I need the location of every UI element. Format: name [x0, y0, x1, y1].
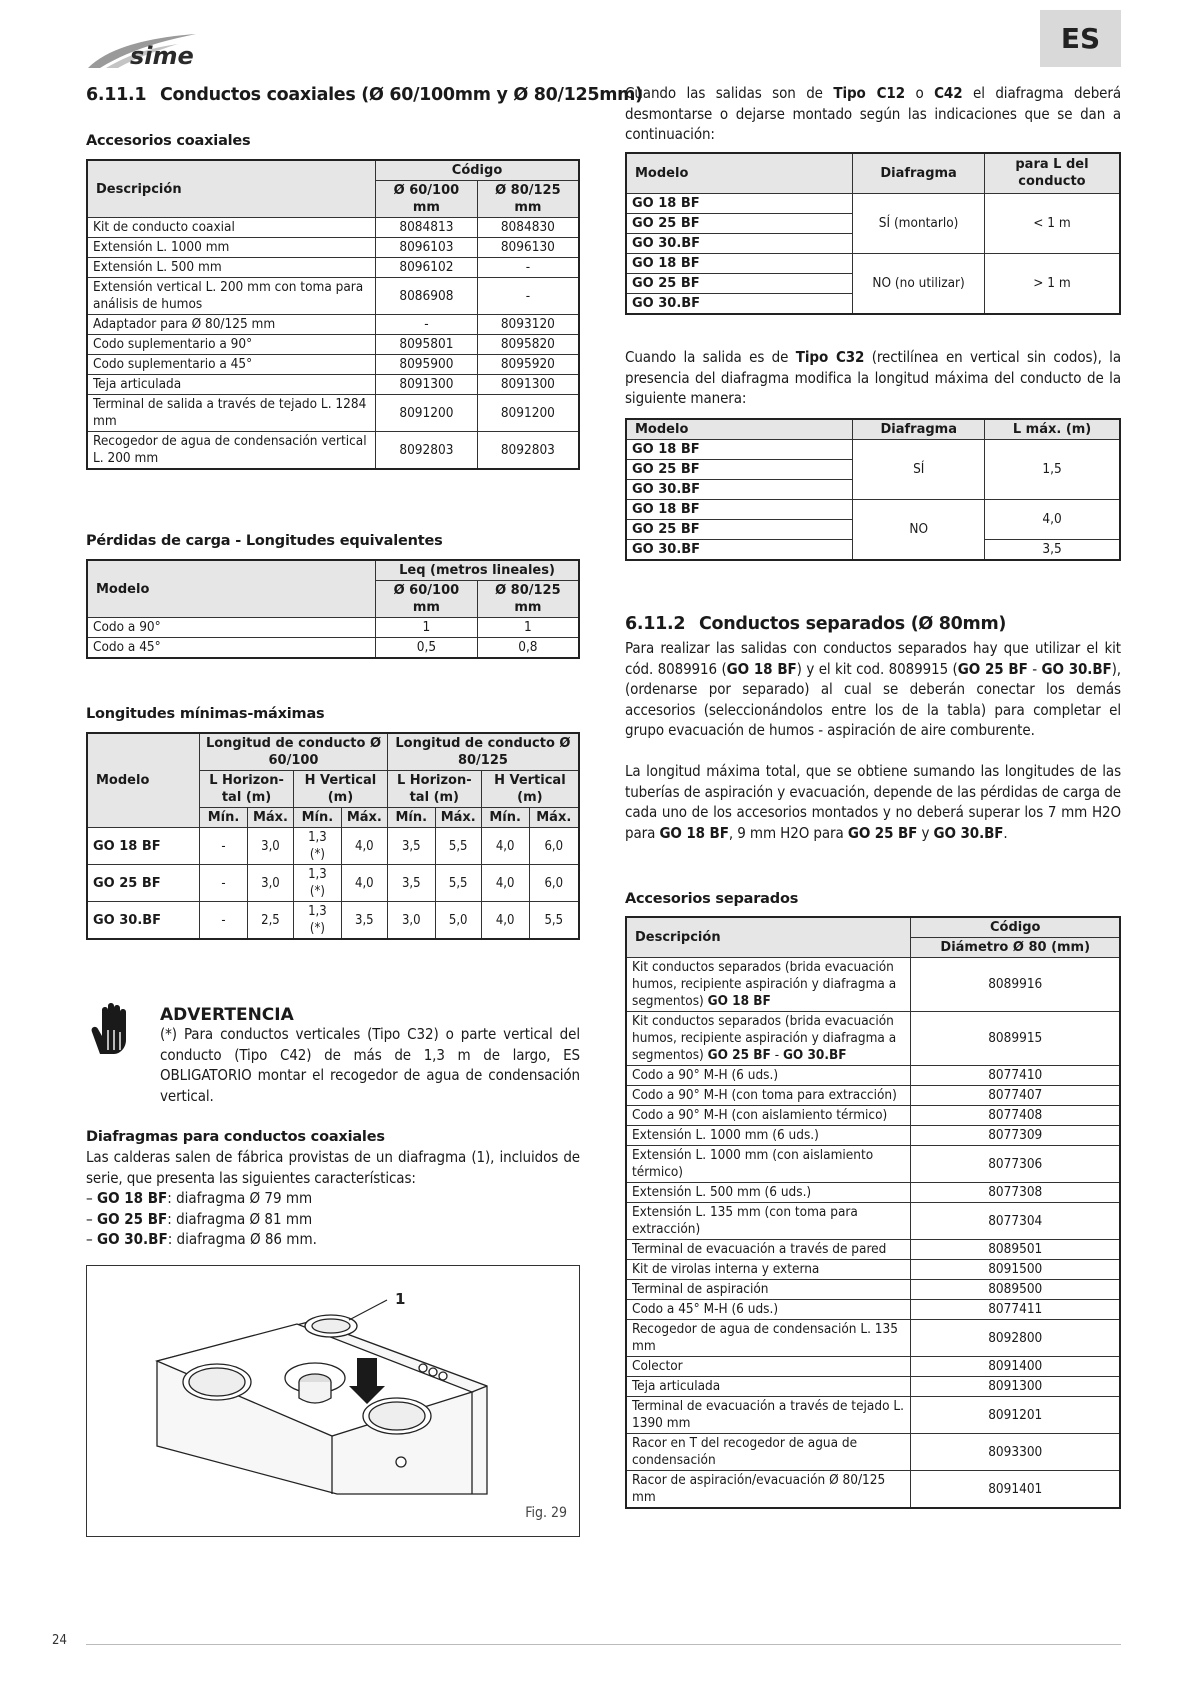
cell-value: 8095920 — [477, 355, 579, 375]
cell-value: 4,0 — [481, 828, 529, 865]
cell-value: 1,3 (*) — [293, 902, 341, 940]
list-item: – GO 18 BF: diafragma Ø 79 mm — [86, 1188, 580, 1209]
cell-value: 6,0 — [529, 828, 579, 865]
diaphragm-table-1 — [625, 152, 1121, 315]
cell-value: 8095801 — [376, 335, 478, 355]
cell-description: Codo a 90° M-H (6 uds.) — [626, 1066, 911, 1086]
cell-value: 3,5 — [387, 828, 435, 865]
table-row — [626, 1357, 1120, 1377]
table-row — [87, 355, 579, 375]
cell-value: 1 — [477, 618, 579, 638]
min-max-lengths-table-wrap — [86, 732, 580, 940]
list-item: – GO 25 BF: diafragma Ø 81 mm — [86, 1209, 580, 1230]
cell-description: Racor en T del recogedor de agua de condensación — [626, 1434, 911, 1471]
cell-length: < 1 m — [984, 193, 1120, 253]
cell-model: GO 25 BF — [626, 213, 853, 233]
cell-value: - — [200, 865, 248, 902]
cell-value: - — [477, 278, 579, 315]
cell-value: 8096103 — [376, 238, 478, 258]
cell-value: 8092803 — [376, 432, 478, 470]
cell-value: - — [200, 828, 248, 865]
cell-value: 8095900 — [376, 355, 478, 375]
cell-description: Codo a 45° M-H (6 uds.) — [626, 1300, 911, 1320]
cell-description: Extensión L. 1000 mm — [87, 238, 376, 258]
cell-model: GO 30.BF — [87, 902, 200, 940]
table-row — [87, 238, 579, 258]
cell-value: 6,0 — [529, 865, 579, 902]
col-header-model: Modelo — [626, 419, 853, 440]
cell-length: 1,5 — [985, 440, 1120, 500]
hand-stop-icon — [86, 1000, 144, 1058]
col-header-diaphragm: Diafragma — [853, 153, 985, 193]
cell-value: 1,3 (*) — [293, 865, 341, 902]
cell-description: Teja articulada — [626, 1377, 911, 1397]
cell-model: GO 25 BF — [87, 865, 200, 902]
cell-value: 8077309 — [911, 1126, 1120, 1146]
coaxial-accessories-table-wrap — [86, 159, 580, 470]
diaphragm-table-2 — [625, 418, 1121, 561]
cell-description: Kit conductos separados (brida evacuación humos, recipiente aspiración y diafragma a segmentos) GO 25 BF - GO 30.BF — [626, 1012, 911, 1066]
diaphragms-title: Diafragmas para conductos coaxiales — [86, 1129, 385, 1145]
cell-value: 4,0 — [341, 828, 387, 865]
cell-diaphragm: NO (no utilizar) — [853, 253, 985, 314]
cell-model: GO 30.BF — [626, 480, 853, 500]
table-row — [87, 638, 579, 659]
cell-value: 8091200 — [376, 395, 478, 432]
table-row — [626, 1300, 1120, 1320]
cell-value: 1,3 (*) — [293, 828, 341, 865]
table-row — [626, 1240, 1120, 1260]
col-header-model: Modelo — [626, 153, 853, 193]
cell-description: Codo a 90° M-H (con aislamiento térmico) — [626, 1106, 911, 1126]
col-header-vertical: H Vertical (m) — [293, 771, 387, 808]
table-row — [87, 218, 579, 238]
cell-value: 5,5 — [435, 828, 481, 865]
col-header-code: Código — [911, 917, 1120, 938]
cell-value: 0,8 — [477, 638, 579, 659]
table-row — [87, 865, 579, 902]
separate-accessories-title: Accesorios separados — [625, 891, 799, 907]
cell-model: GO 30.BF — [626, 233, 853, 253]
diaphragms-text: Las calderas salen de fábrica provistas de un diafragma (1), incluidos de serie, que presenta las siguientes características: — [86, 1148, 580, 1187]
cell-description: Terminal de evacuación a través de pared — [626, 1240, 911, 1260]
cell-value: 8089500 — [911, 1280, 1120, 1300]
cell-value: 8089501 — [911, 1240, 1120, 1260]
min-max-lengths-title: Longitudes mínimas-máximas — [86, 706, 325, 722]
cell-model: GO 30.BF — [626, 293, 853, 314]
callout-1: 1 — [395, 1290, 406, 1308]
cell-value: 4,0 — [481, 865, 529, 902]
table-row — [626, 1471, 1120, 1509]
cell-value: 8077411 — [911, 1300, 1120, 1320]
cell-value: 8091300 — [911, 1377, 1120, 1397]
cell-description: Extensión vertical L. 200 mm con toma para análisis de humos — [87, 278, 376, 315]
col-header-min: Mín. — [481, 808, 529, 828]
cell-description: Kit de conducto coaxial — [87, 218, 376, 238]
col-header-diameter: Diámetro Ø 80 (mm) — [911, 938, 1120, 958]
cell-model: GO 30.BF — [626, 540, 853, 561]
cell-value: 8091401 — [911, 1471, 1120, 1509]
cell-value: 4,0 — [481, 902, 529, 940]
coaxial-accessories-title: Accesorios coaxiales — [86, 133, 251, 149]
table-row — [626, 1203, 1120, 1240]
cell-value: 8093120 — [477, 315, 579, 335]
cell-value: - — [376, 315, 478, 335]
col-header-60-100: Ø 60/100 mm — [376, 181, 478, 218]
cell-description: Extensión L. 1000 mm (6 uds.) — [626, 1126, 911, 1146]
cell-value: 8091300 — [376, 375, 478, 395]
cell-value: 8086908 — [376, 278, 478, 315]
table-row — [626, 1434, 1120, 1471]
diaphragm-table-1-wrap — [625, 152, 1121, 315]
cell-length: > 1 m — [984, 253, 1120, 314]
table-row — [626, 1260, 1120, 1280]
diaphragm-table-2-wrap — [625, 418, 1121, 561]
cell-description: Terminal de evacuación a través de tejado L. 1390 mm — [626, 1397, 911, 1434]
cell-description: Colector — [626, 1357, 911, 1377]
col-header-min: Mín. — [293, 808, 341, 828]
pressure-losses-table — [86, 559, 580, 659]
cell-value: 8096130 — [477, 238, 579, 258]
cell-description: Kit conductos separados (brida evacuación humos, recipiente aspiración y diafragma a segmentos) GO 18 BF — [626, 958, 911, 1012]
figure-29 — [86, 1265, 580, 1537]
cell-value: 8091400 — [911, 1357, 1120, 1377]
cell-value: 2,5 — [247, 902, 293, 940]
table-row — [626, 1397, 1120, 1434]
table-row — [626, 1183, 1120, 1203]
cell-description: Extensión L. 135 mm (con toma para extracción) — [626, 1203, 911, 1240]
separate-accessories-table-wrap — [625, 916, 1121, 1509]
cell-value: 4,0 — [341, 865, 387, 902]
col-header-horizontal: L Horizon-tal (m) — [200, 771, 294, 808]
cell-value: 8092800 — [911, 1320, 1120, 1357]
table-row — [87, 278, 579, 315]
col-header-80-125: Ø 80/125 mm — [477, 581, 579, 618]
sime-logo — [86, 28, 236, 72]
col-header-vertical: H Vertical (m) — [481, 771, 579, 808]
cell-description: Recogedor de agua de condensación L. 135 mm — [626, 1320, 911, 1357]
col-header-model: Modelo — [87, 560, 376, 618]
max-length-paragraph: La longitud máxima total, que se obtiene sumando las longitudes de las tuberías de aspiración y evacuación, depende de las pérdidas de carga de cada uno de los accesorios montados y no deberá superar los 7 mm H2O para GO 18 BF, 9 mm H2O para GO 25 BF y GO 30.BF. — [625, 762, 1121, 842]
boiler-top-illustration — [87, 1266, 579, 1536]
cell-value: 8077308 — [911, 1183, 1120, 1203]
col-header-min: Mín. — [200, 808, 248, 828]
c32-paragraph: Cuando la salida es de Tipo C32 (rectilínea en vertical sin codos), la presencia del diafragma modifica la longitud máxima del conducto de la siguiente manera: — [625, 348, 1121, 407]
col-header-max: Máx. — [435, 808, 481, 828]
cell-value: 8092803 — [477, 432, 579, 470]
cell-value: 8077410 — [911, 1066, 1120, 1086]
c12-c42-paragraph: Cuando las salidas son de Tipo C12 o C42 el diafragma deberá desmontarse o dejarse montado según las indicaciones que se dan a continuación: — [625, 84, 1122, 143]
coaxial-accessories-table — [86, 159, 580, 470]
cell-value: 5,5 — [529, 902, 579, 940]
separate-ducts-paragraph: Para realizar las salidas con conductos separados hay que utilizar el kit cód. 8089916 (GO 18 BF) y el kit cod. 8089915 (GO 25 BF - GO 30.BF), (ordenarse por separado) al cual se deberán conectar los demás accesorios (seleccionándolos entre los de la tabla) para completar el grupo evacuación de humos - aspiración de aire comburente. — [625, 639, 1121, 739]
cell-length: 4,0 — [985, 500, 1120, 540]
cell-code: 8089916 — [911, 958, 1120, 1012]
table-row — [626, 958, 1120, 1012]
cell-diaphragm: SÍ (montarlo) — [853, 193, 985, 253]
table-row — [626, 1146, 1120, 1183]
table-row — [87, 902, 579, 940]
col-header-description: Descripción — [87, 160, 376, 218]
cell-description: Codo a 90° M-H (con toma para extracción) — [626, 1086, 911, 1106]
cell-value: 8091500 — [911, 1260, 1120, 1280]
col-header-description: Descripción — [626, 917, 911, 958]
cell-code: 8089915 — [911, 1012, 1120, 1066]
table-row — [626, 1106, 1120, 1126]
cell-model: Codo a 90° — [87, 618, 376, 638]
cell-value: 8084830 — [477, 218, 579, 238]
cell-value: 8095820 — [477, 335, 579, 355]
cell-description: Terminal de salida a través de tejado L. 1284 mm — [87, 395, 376, 432]
table-row — [626, 1066, 1120, 1086]
cell-value: 8077304 — [911, 1203, 1120, 1240]
separate-accessories-table — [625, 916, 1121, 1509]
col-header-model: Modelo — [87, 733, 200, 828]
brand-wordmark: sime — [130, 42, 194, 70]
warning-title: ADVERTENCIA — [160, 1005, 294, 1025]
table-row — [626, 1377, 1120, 1397]
table-row — [87, 432, 579, 470]
cell-description: Kit de virolas interna y externa — [626, 1260, 911, 1280]
cell-description: Codo suplementario a 90° — [87, 335, 376, 355]
section-title-6-11-1: 6.11.1 Conductos coaxiales (Ø 60/100mm y Ø 80/125mm) — [86, 85, 643, 105]
col-header-min: Mín. — [387, 808, 435, 828]
col-header-code: Código — [376, 160, 579, 181]
cell-value: 0,5 — [376, 638, 478, 659]
cell-value: 8096102 — [376, 258, 478, 278]
cell-value: 8093300 — [911, 1434, 1120, 1471]
table-row — [626, 1012, 1120, 1066]
table-row — [626, 1280, 1120, 1300]
table-row — [626, 1320, 1120, 1357]
table-row — [626, 1086, 1120, 1106]
list-item: – GO 30.BF: diafragma Ø 86 mm. — [86, 1229, 580, 1250]
cell-description: Adaptador para Ø 80/125 mm — [87, 315, 376, 335]
cell-value: 8077306 — [911, 1146, 1120, 1183]
cell-description: Extensión L. 500 mm — [87, 258, 376, 278]
table-row — [87, 315, 579, 335]
col-header-80-125: Ø 80/125 mm — [477, 181, 579, 218]
col-header-diaphragm: Diafragma — [853, 419, 985, 440]
col-header-max-length: L máx. (m) — [985, 419, 1120, 440]
col-header-length: para L del conducto — [984, 153, 1120, 193]
cell-value: 3,5 — [341, 902, 387, 940]
cell-value: 1 — [376, 618, 478, 638]
cell-model: GO 18 BF — [626, 193, 853, 213]
col-header-group-60-100: Longitud de conducto Ø 60/100 — [200, 733, 388, 771]
figure-label: Fig. 29 — [525, 1505, 567, 1522]
cell-value: 8091201 — [911, 1397, 1120, 1434]
cell-model: GO 18 BF — [626, 253, 853, 273]
cell-model: GO 25 BF — [626, 273, 853, 293]
cell-value: 8077407 — [911, 1086, 1120, 1106]
cell-model: GO 25 BF — [626, 460, 853, 480]
cell-value: 3,0 — [247, 865, 293, 902]
language-badge: ES — [1040, 10, 1121, 67]
col-header-max: Máx. — [341, 808, 387, 828]
cell-value: 3,0 — [387, 902, 435, 940]
col-header-60-100: Ø 60/100 mm — [376, 581, 478, 618]
cell-description: Recogedor de agua de condensación vertical L. 200 mm — [87, 432, 376, 470]
col-header-horizontal: L Horizon-tal (m) — [387, 771, 481, 808]
cell-description: Codo suplementario a 45° — [87, 355, 376, 375]
table-row — [87, 395, 579, 432]
warning-text: (*) Para conductos verticales (Tipo C32) o parte vertical del conducto (Tipo C42) de más de 1,3 m de largo, ES OBLIGATORIO montar el recogedor de agua de condensación vertical. — [160, 1025, 580, 1105]
cell-model: GO 18 BF — [626, 440, 853, 460]
footer-divider — [86, 1644, 1121, 1645]
table-row — [87, 828, 579, 865]
cell-value: 5,5 — [435, 865, 481, 902]
cell-model: GO 18 BF — [626, 500, 853, 520]
cell-value: 8091200 — [477, 395, 579, 432]
page-number: 24 — [52, 1633, 67, 1648]
cell-value: 8077408 — [911, 1106, 1120, 1126]
cell-value: 5,0 — [435, 902, 481, 940]
cell-description: Terminal de aspiración — [626, 1280, 911, 1300]
table-row — [87, 335, 579, 355]
cell-value: 3,5 — [387, 865, 435, 902]
cell-description: Teja articulada — [87, 375, 376, 395]
table-row — [87, 618, 579, 638]
cell-description: Racor de aspiración/evacuación Ø 80/125 mm — [626, 1471, 911, 1509]
cell-description: Extensión L. 500 mm (6 uds.) — [626, 1183, 911, 1203]
cell-length: 3,5 — [985, 540, 1120, 561]
cell-model: GO 25 BF — [626, 520, 853, 540]
cell-value: 3,0 — [247, 828, 293, 865]
diaphragm-list — [86, 1188, 580, 1250]
cell-value: - — [477, 258, 579, 278]
col-header-leq: Leq (metros lineales) — [376, 560, 579, 581]
col-header-max: Máx. — [247, 808, 293, 828]
cell-value: - — [200, 902, 248, 940]
cell-model: GO 18 BF — [87, 828, 200, 865]
pressure-losses-table-wrap — [86, 559, 580, 659]
col-header-max: Máx. — [529, 808, 579, 828]
col-header-group-80-125: Longitud de conducto Ø 80/125 — [387, 733, 579, 771]
cell-description: Extensión L. 1000 mm (con aislamiento térmico) — [626, 1146, 911, 1183]
table-row — [87, 258, 579, 278]
cell-value: 8084813 — [376, 218, 478, 238]
section-title-6-11-2: 6.11.2 Conductos separados (Ø 80mm) — [625, 614, 1007, 634]
cell-value: 8091300 — [477, 375, 579, 395]
cell-diaphragm: NO — [853, 500, 985, 561]
table-row — [87, 375, 579, 395]
pressure-losses-title: Pérdidas de carga - Longitudes equivalentes — [86, 533, 443, 549]
min-max-lengths-table — [86, 732, 580, 940]
cell-diaphragm: SÍ — [853, 440, 985, 500]
table-row — [626, 1126, 1120, 1146]
cell-model: Codo a 45° — [87, 638, 376, 659]
